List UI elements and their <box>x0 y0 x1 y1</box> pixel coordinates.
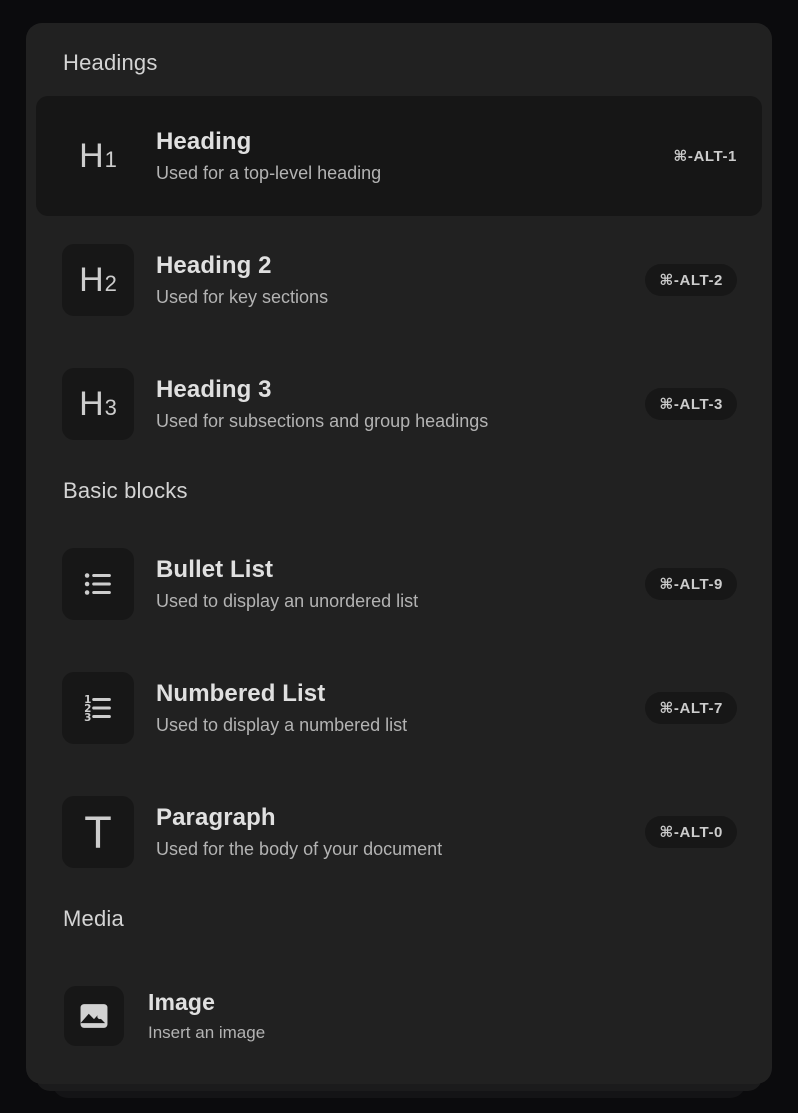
item-description: Insert an image <box>148 1023 266 1042</box>
heading-2-icon: H 2 <box>79 261 117 299</box>
item-description: Used for subsections and group headings <box>156 411 489 431</box>
svg-text:3: 3 <box>84 711 92 724</box>
heading-2-icon-tile <box>62 244 134 316</box>
paragraph-icon: T <box>84 806 112 858</box>
item-description: Used for the body of your document <box>156 839 443 859</box>
shortcut-badge: ⌘-ALT-9 <box>645 568 737 600</box>
shortcut-badge: ⌘-ALT-2 <box>645 264 737 296</box>
paragraph-icon-tile <box>62 796 134 868</box>
numbered-list-icon-tile <box>62 672 134 744</box>
menu-item-numbered-list[interactable] <box>36 648 762 768</box>
image-icon-tile <box>64 986 124 1046</box>
svg-text:1: 1 <box>84 694 92 707</box>
item-title: Heading 2 <box>156 252 272 279</box>
menu-item-image[interactable] <box>36 966 762 1066</box>
item-title: Numbered List <box>156 680 326 707</box>
heading-1-icon-tile <box>62 120 134 192</box>
item-title: Paragraph <box>156 804 276 831</box>
svg-text:2: 2 <box>84 702 92 715</box>
item-description: Used to display a numbered list <box>156 715 408 735</box>
section-label-basic-blocks: Basic blocks <box>63 478 188 503</box>
menu-item-bullet-list[interactable] <box>36 524 762 644</box>
item-title: Bullet List <box>156 556 274 583</box>
shortcut-badge: ⌘-ALT-7 <box>645 692 737 724</box>
item-title: Heading <box>156 128 252 155</box>
menu-item-heading-1[interactable] <box>36 96 762 216</box>
heading-3-icon-tile <box>62 368 134 440</box>
menu-item-paragraph[interactable] <box>36 772 762 892</box>
heading-1-icon: H 1 <box>79 137 117 175</box>
item-title: Image <box>148 989 215 1015</box>
section-label-headings: Headings <box>63 50 158 75</box>
slash-command-panel <box>26 23 772 1084</box>
bullet-list-icon-tile <box>62 548 134 620</box>
numbered-list-icon <box>81 691 115 725</box>
item-description: Used for a top-level heading <box>156 163 382 183</box>
item-title: Heading 3 <box>156 376 272 403</box>
menu-item-heading-2[interactable] <box>36 220 762 340</box>
bullet-list-icon <box>81 567 115 601</box>
shortcut-badge: ⌘-ALT-0 <box>645 816 737 848</box>
menu-item-heading-3[interactable] <box>36 344 762 464</box>
image-icon <box>75 997 113 1035</box>
item-description: Used to display an unordered list <box>156 591 419 611</box>
item-description: Used for key sections <box>156 287 329 307</box>
shortcut-badge: ⌘-ALT-3 <box>645 388 737 420</box>
heading-3-icon: H 3 <box>79 385 117 423</box>
section-label-media: Media <box>63 906 124 931</box>
shortcut-badge: ⌘-ALT-1 <box>673 148 737 165</box>
